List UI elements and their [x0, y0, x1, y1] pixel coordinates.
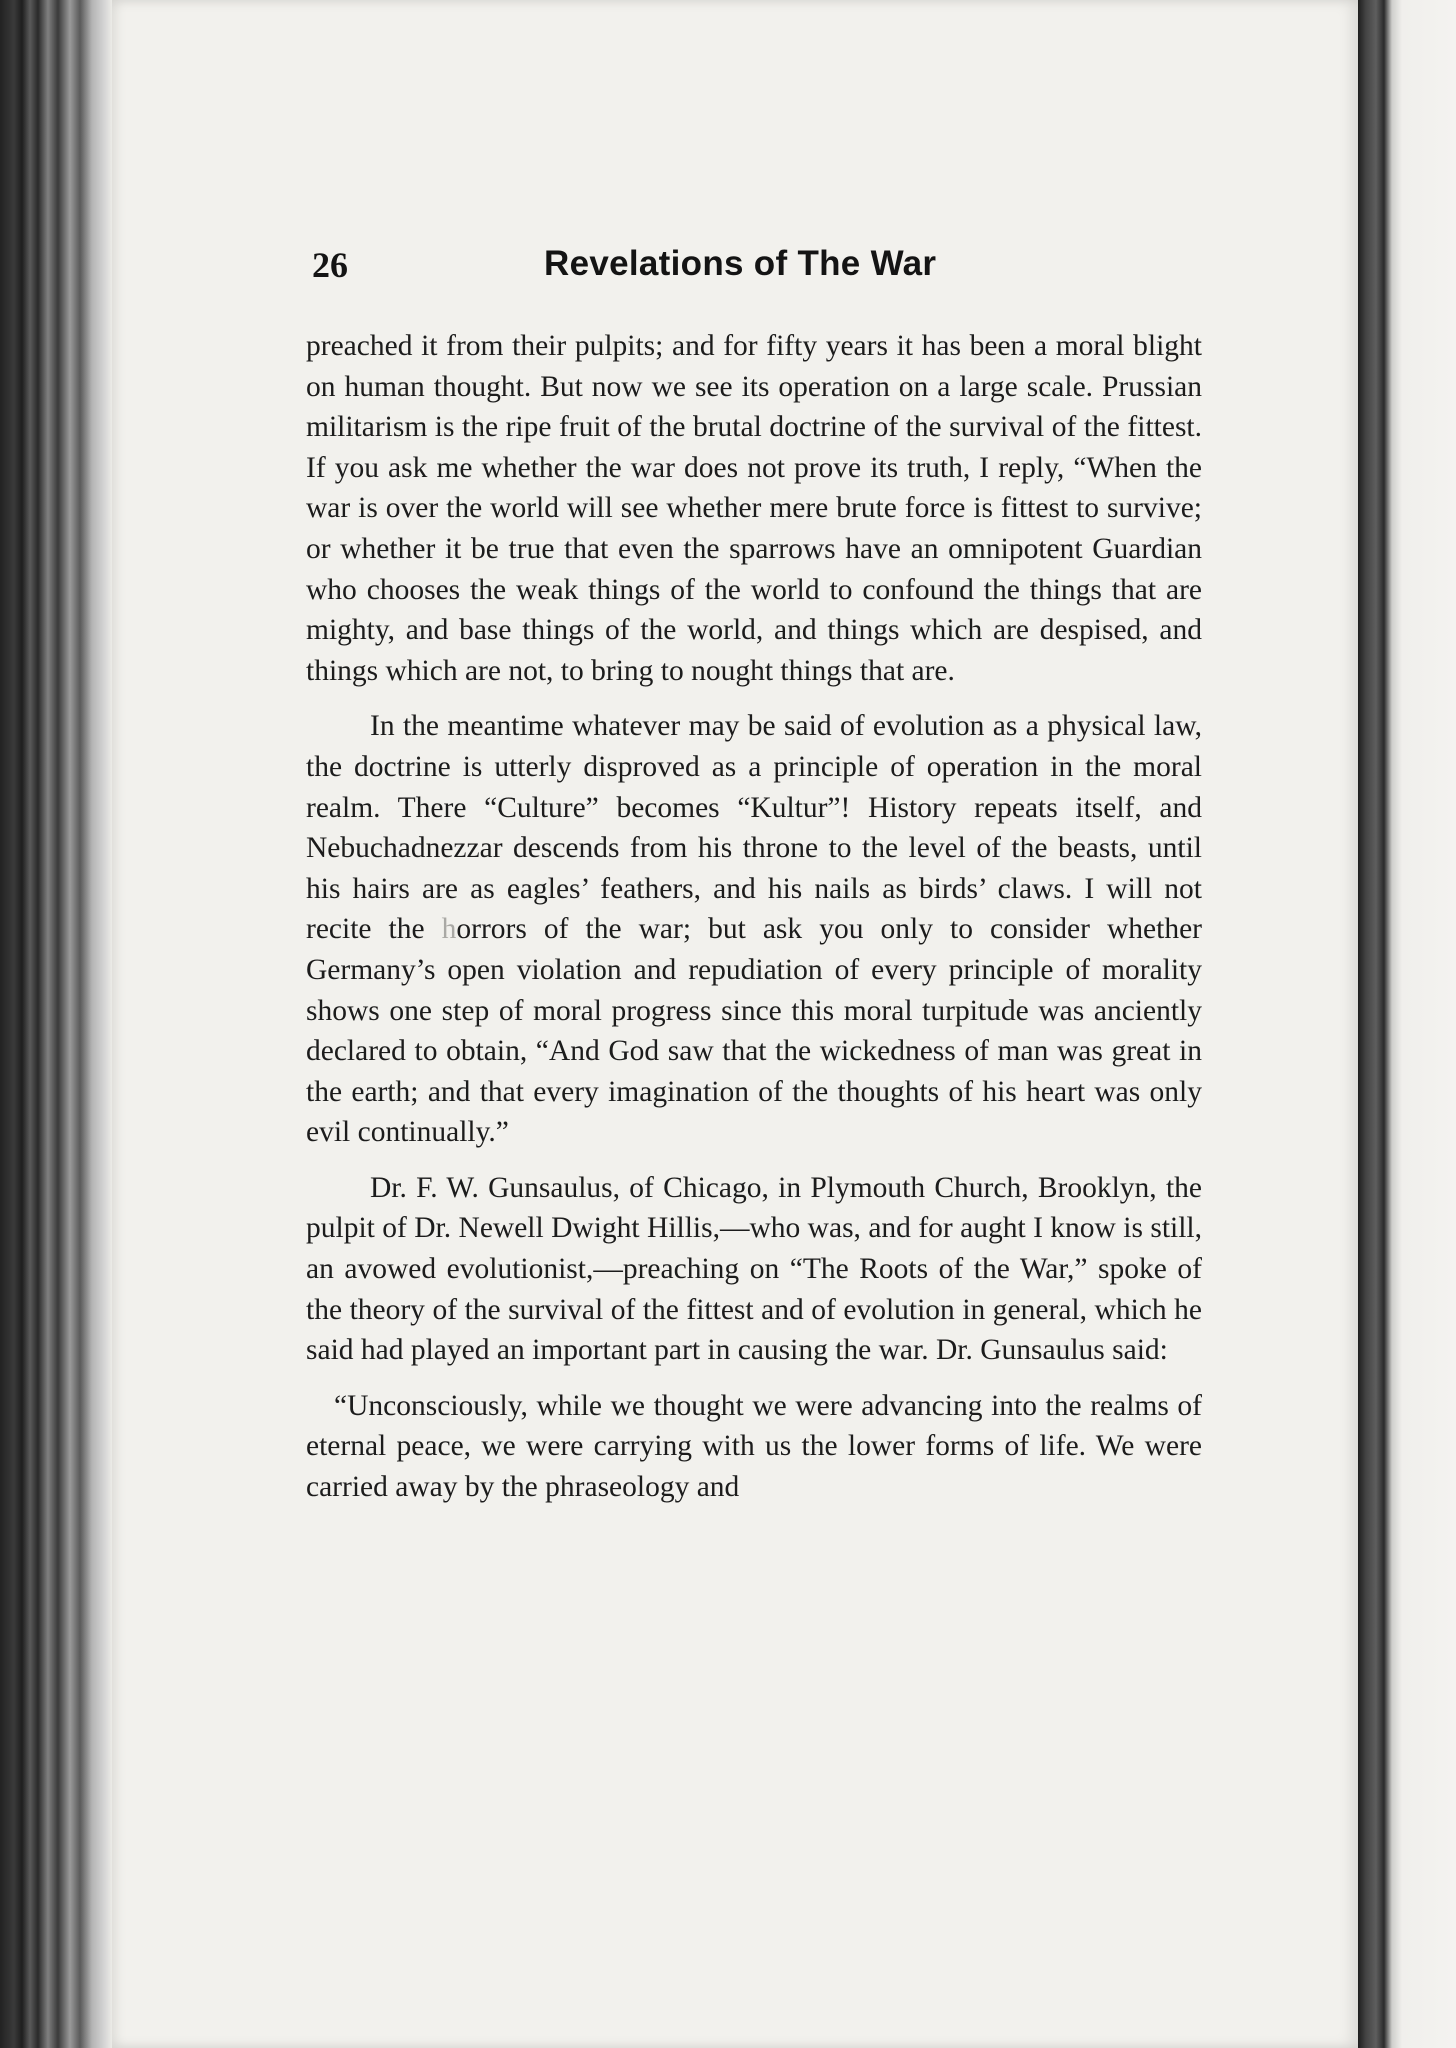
paragraph-4-quote: “Unconsciously, while we thought we were advancing into the realms of eternal peace, we were carrying with us the lower forms of life. We were carried away by the phraseology and: [306, 1389, 1202, 1504]
book-spine: [0, 0, 112, 2048]
paragraph-2-text-before: In the meantime whatever may be said of evolution as a physical law, the doctrine is utterly disproved as a principle of operation in the moral realm. There “Culture” becomes “Kultur”! History repeats itself, and Nebuchadnezzar descends from his throne to the level of the beasts, until his hairs are as eagles’ feathers, and his nails as birds’ claws. I will not recite the: [306, 710, 1202, 946]
running-title: Revelations of The War: [544, 244, 937, 283]
paragraph-3: Dr. F. W. Gunsaulus, of Chicago, in Plymouth Church, Brooklyn, the pulpit of Dr. Newell Dwight Hillis,—who was, and for aught I know is still, an avowed evolutionist,—preaching on “The Roots of the War,” spoke of the theory of the survival of the fittest and of evolution in general, which he said had played an important part in causing the war. Dr. Gunsaulus said:: [306, 1171, 1202, 1367]
paragraph-1: preached it from their pulpits; and for fifty years it has been a moral blight on human thought. But now we see its operation on a large scale. Prussian militarism is the ripe fruit of the brutal doctrine of the survival of the fittest. If you ask me whether the war does not prove its truth, I reply, “When the war is over the world will see whether mere brute force is fittest to survive; or whether it be true that even the sparrows have an omnipotent Guardian who chooses the weak things of the world to confound the things that are mighty, and base things of the world, and things which are despised, and things which are not, to bring to nought things that are.: [306, 330, 1202, 687]
paragraph-2: [306, 706, 1202, 1153]
page-number: 26: [312, 245, 348, 285]
paragraph-2-text-after: orrors of the war; but ask you only to consider whether Germany’s open violation and repudiation of every principle of morality shows one step of moral progress since this moral turpitude was anciently declared to obtain, “And God saw that the wickedness of man was great in the earth; and that every imagination of the thoughts of his heart was only evil continually.”: [306, 913, 1202, 1149]
page-edge: [1358, 0, 1456, 2048]
faded-letter: h: [441, 913, 457, 946]
running-header: [312, 244, 1202, 292]
body-text: [306, 326, 1202, 1508]
